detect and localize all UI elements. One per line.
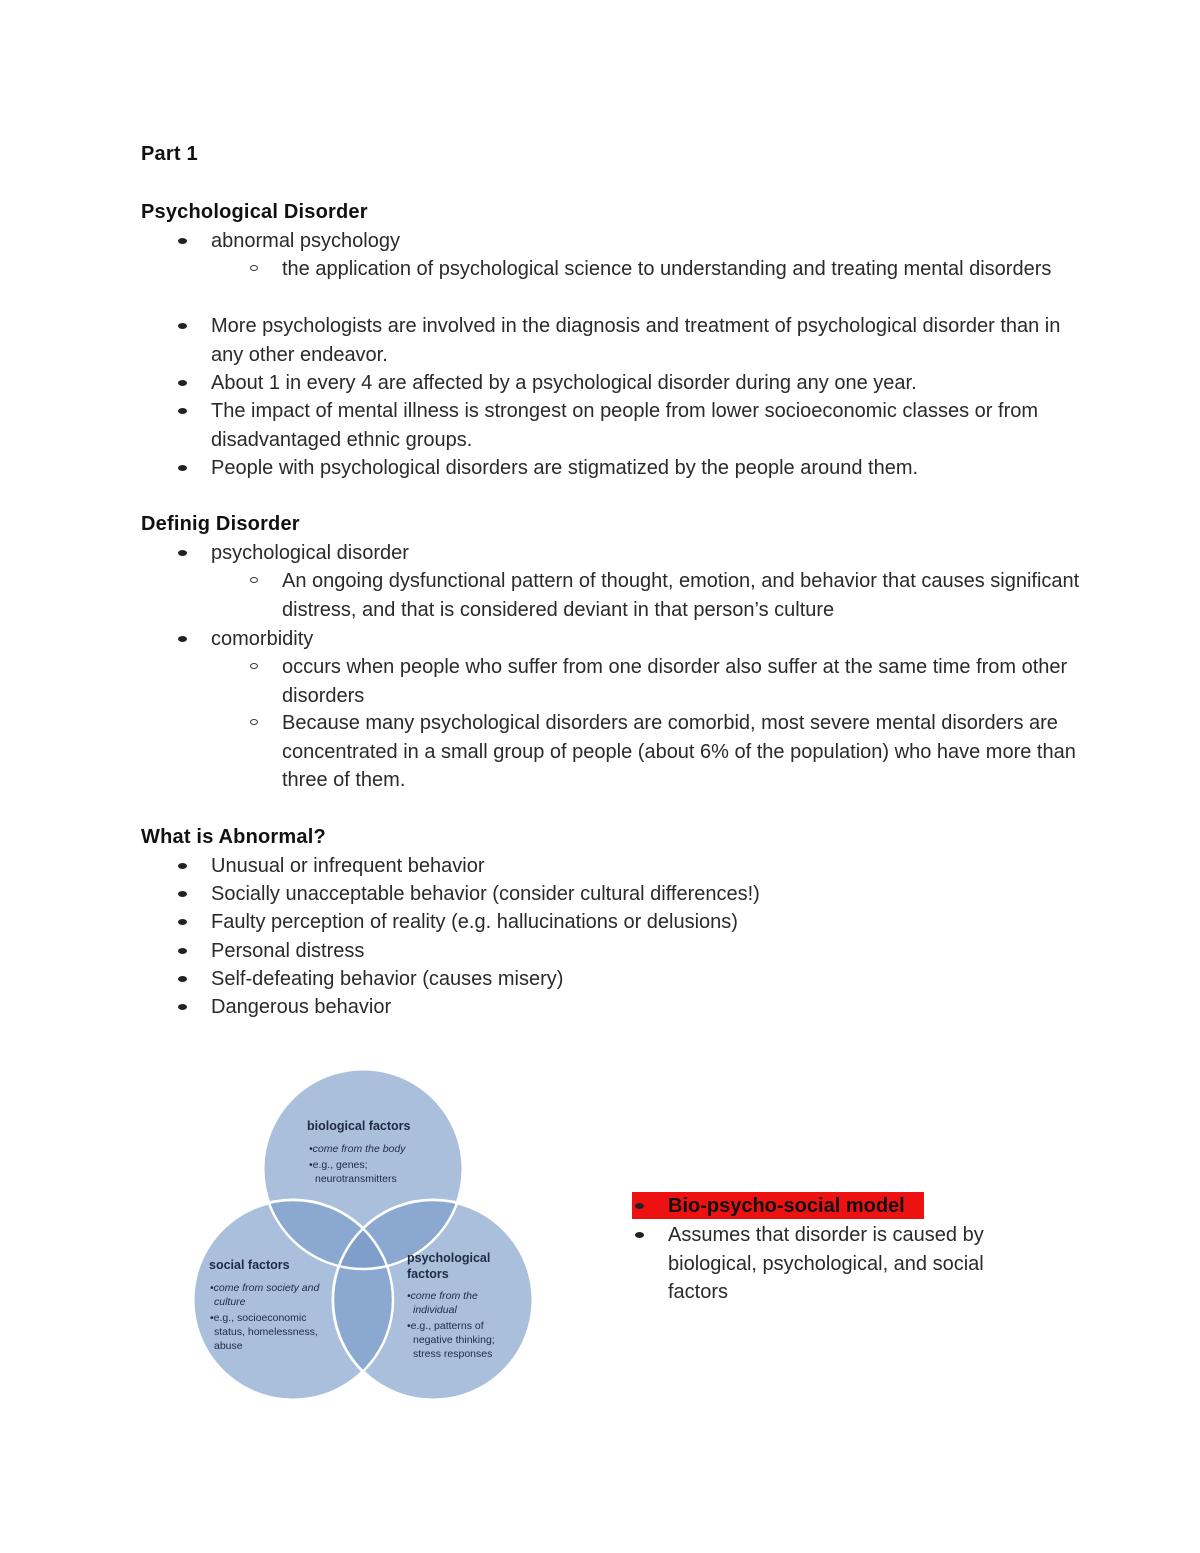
bullet-text: More psychologists are involved in the diagnosis and treatment of psychological disorder than in any other endeavor. — [211, 315, 1061, 366]
social-line: culture — [214, 1296, 246, 1308]
bio-title: biological factors — [307, 1119, 411, 1133]
bullet-icon — [178, 891, 187, 897]
social-line: status, homelessness, — [214, 1326, 318, 1338]
psych-line: stress responses — [413, 1348, 493, 1360]
bullet-item — [211, 369, 1081, 398]
bullet-text: comorbidity — [211, 628, 314, 650]
bullet-item — [211, 397, 1081, 454]
bullet-text: Unusual or infrequent behavior — [211, 855, 485, 877]
bullet-text: Socially unacceptable behavior (consider cultural differences!) — [211, 883, 760, 905]
bullet-icon — [178, 465, 187, 471]
psych-line: •come from the — [407, 1290, 478, 1302]
bullet-text: People with psychological disorders are stigmatized by the people around them. — [211, 457, 919, 479]
bullet-text: The impact of mental illness is strongest on people from lower socioeconomic classes or from disadvantaged ethnic groups. — [211, 400, 1039, 451]
bullet-icon — [178, 408, 187, 414]
venn-diagram — [185, 1068, 545, 1408]
bullet-item — [211, 965, 1081, 994]
section-heading-defining-disorder: Definig Disorder — [141, 513, 300, 535]
section-heading-what-is-abnormal: What is Abnormal? — [141, 826, 326, 848]
psych-title: factors — [407, 1267, 449, 1281]
circle-bullet-icon — [250, 663, 258, 669]
sub-bullet-item — [282, 255, 1082, 284]
sub-bullet-item — [282, 709, 1082, 795]
social-title: social factors — [209, 1258, 290, 1272]
bullet-text: Because many psychological disorders are comorbid, most severe mental disorders are concentrated in a small group of people (about 6% of the population) who have more than three of them. — [282, 712, 1076, 791]
bullet-text: About 1 in every 4 are affected by a psychological disorder during any one year. — [211, 372, 917, 394]
section-heading-psychological-disorder: Psychological Disorder — [141, 201, 368, 223]
bullet-icon — [178, 323, 187, 329]
bullet-text: Dangerous behavior — [211, 996, 392, 1018]
bullet-text: the application of psychological science to understanding and treating mental disorders — [282, 258, 1052, 280]
social-line: abuse — [214, 1340, 243, 1352]
bullet-icon — [178, 976, 187, 982]
bio-line: neurotransmitters — [315, 1173, 397, 1185]
model-title: Bio-psycho-social model — [668, 1195, 905, 1217]
model-description-item — [668, 1221, 1048, 1307]
circle-bullet-icon — [250, 265, 258, 271]
bullet-item — [211, 539, 1081, 568]
bullet-item — [211, 993, 1081, 1022]
bullet-text: Personal distress — [211, 940, 365, 962]
psych-title: psychological — [407, 1251, 491, 1265]
bullet-text: abnormal psychology — [211, 230, 400, 252]
bullet-text: occurs when people who suffer from one disorder also suffer at the same time from other disorders — [282, 656, 1068, 707]
bullet-text: Self-defeating behavior (causes misery) — [211, 968, 564, 990]
circle-bullet-icon — [250, 719, 258, 725]
bullet-icon — [178, 863, 187, 869]
bio-line: •e.g., genes; — [309, 1159, 368, 1171]
bullet-icon — [178, 550, 187, 556]
bullet-item — [211, 312, 1081, 369]
bullet-text: psychological disorder — [211, 542, 409, 564]
bullet-item — [211, 852, 1081, 881]
model-title-item — [668, 1192, 1048, 1221]
social-line: •come from society and — [210, 1282, 320, 1294]
model-description: Assumes that disorder is caused by biological, psychological, and social factors — [668, 1224, 984, 1303]
circle-bullet-icon — [250, 577, 258, 583]
psych-line: individual — [413, 1304, 457, 1316]
bullet-item — [211, 454, 1081, 483]
bullet-icon — [178, 636, 187, 642]
bullet-icon — [178, 380, 187, 386]
psych-line: •e.g., patterns of — [407, 1320, 484, 1332]
bullet-icon — [178, 1004, 187, 1010]
bullet-icon — [635, 1203, 644, 1209]
bullet-icon — [178, 919, 187, 925]
bullet-item — [211, 625, 1081, 654]
social-line: •e.g., socioeconomic — [210, 1312, 307, 1324]
psych-line: negative thinking; — [413, 1334, 495, 1346]
bullet-icon — [635, 1232, 644, 1238]
part-title: Part 1 — [141, 143, 198, 165]
bullet-icon — [178, 238, 187, 244]
bullet-item — [211, 227, 1081, 256]
bullet-icon — [178, 948, 187, 954]
bio-line: •come from the body — [309, 1143, 406, 1155]
bullet-text: An ongoing dysfunctional pattern of thought, emotion, and behavior that causes significant distress, and that is considered deviant in that person’s culture — [282, 570, 1080, 621]
sub-bullet-item — [282, 567, 1082, 624]
bullet-item — [211, 937, 1081, 966]
bullet-item — [211, 880, 1081, 909]
bullet-text: Faulty perception of reality (e.g. hallucinations or delusions) — [211, 911, 738, 933]
sub-bullet-item — [282, 653, 1082, 710]
bullet-item — [211, 908, 1081, 937]
